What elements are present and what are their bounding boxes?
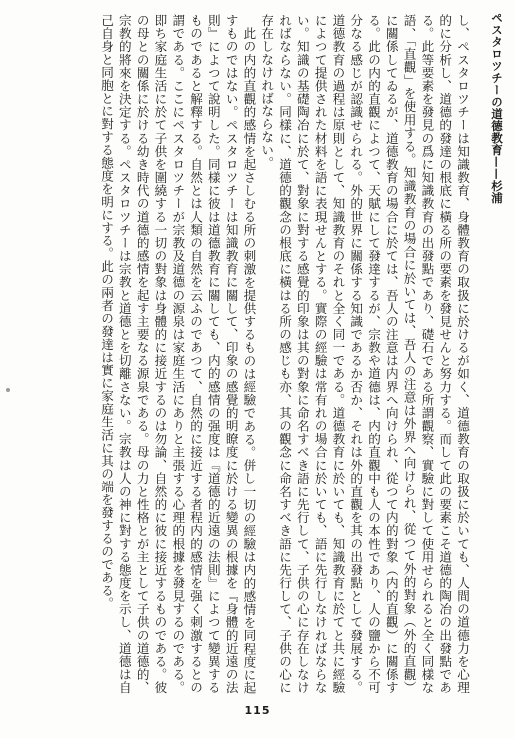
page-number: 115 (244, 704, 271, 717)
paragraph-2: 此の内的直觀的感情を起さしむる所の刺激を提供するものは經驗である。併し一切の經驗は内的感情を同程度に起すものではない。ペスタロツチーは知識教育に關して、印象の感覺的明瞭度に於ける變異の根據を『身體的近遠の法則』によつて說明した。同樣に彼は道德教育に關しても、内的感情の强度は『道德的近遠の法則』によつて變異するものであると解釋する。自然とは人類の自然を云ふのであつて、自然的に接近する者程内的感情を强く刺激するとの謂である。ここにペスタロツチーが宗教及道德の源泉は家庭生活にありと主張する心理的根據を發見するのである。即ち家庭生活に於て子供を圍繞する一切の對象は身體的に接近するのは勿論、自然的に彼に接近するものである。彼の母との關係に於ける幼き時代の道德的感情を起す主要なる源泉である。母の力と性格とが主として子供の道德的、宗教的將來を決定する。ペスタロツチーは宗教と道德とを切離さない。宗教は人の神に對する態度を示し、道德は自己自身と同胞とに對する態度を明にする。此の兩者の發達は實に家庭生活に其の端を發するのである。 (99, 14, 257, 694)
running-head: ペスタロツチーの道德教育——杉浦 (490, 12, 504, 204)
scan-mark (6, 388, 10, 392)
body-text (19, 14, 471, 694)
paragraph-1: し、ペスタロツチーは知識教育、身體教育の取扱に於けるが如く、道德教育の取扱に於いても、人間の道德力を心理的に分析し、道德的發達の根底に橫る所の要素を發見せんと努力する。而して此の要素こそ道德的陶冶の出發點である。此等要素を發見の爲に知識教育の出發點であり、礎石である所謂觀察、實驗に對して使用せられると全く同樣な語、「直觀」を使用する。知識教育の場合に於いては、吾人の注意は外界へ向けられ、從つて外的對象（外的直觀）に關係してゐるが、道德教育の場合に於ては、吾人の注意は内界へ向けられ、從つて内的對象（内的直觀）に關係する。此の内的直觀によつて、天賦にして發達するが、宗教や道德は、内的直觀中も人の本性であり、人の鹽から不可分なる感じが認識せられる。外的世界に關係する知識であるか否か、それは外的直觀を其の出發點として發展する。道德教育の過程は原則として、知識教育のそれと全く同一である。道德教育に於いても、知識教育に於てと共に經驗によつて提供された材料を語に表現せんとする。實際の經驗は常有れの場合に於いても、語に先行しなければならない。知識の基礎陶冶に於て、對象に對する感覺的印象は其の對象に命名すべき語に先行して、子供の心に存在しなければならない。同樣に、道德的觀念の根底に橫はる所の感じも亦、其の觀念に命名すべき語に先行して、子供の心に存在しなければならない。 (259, 14, 470, 694)
